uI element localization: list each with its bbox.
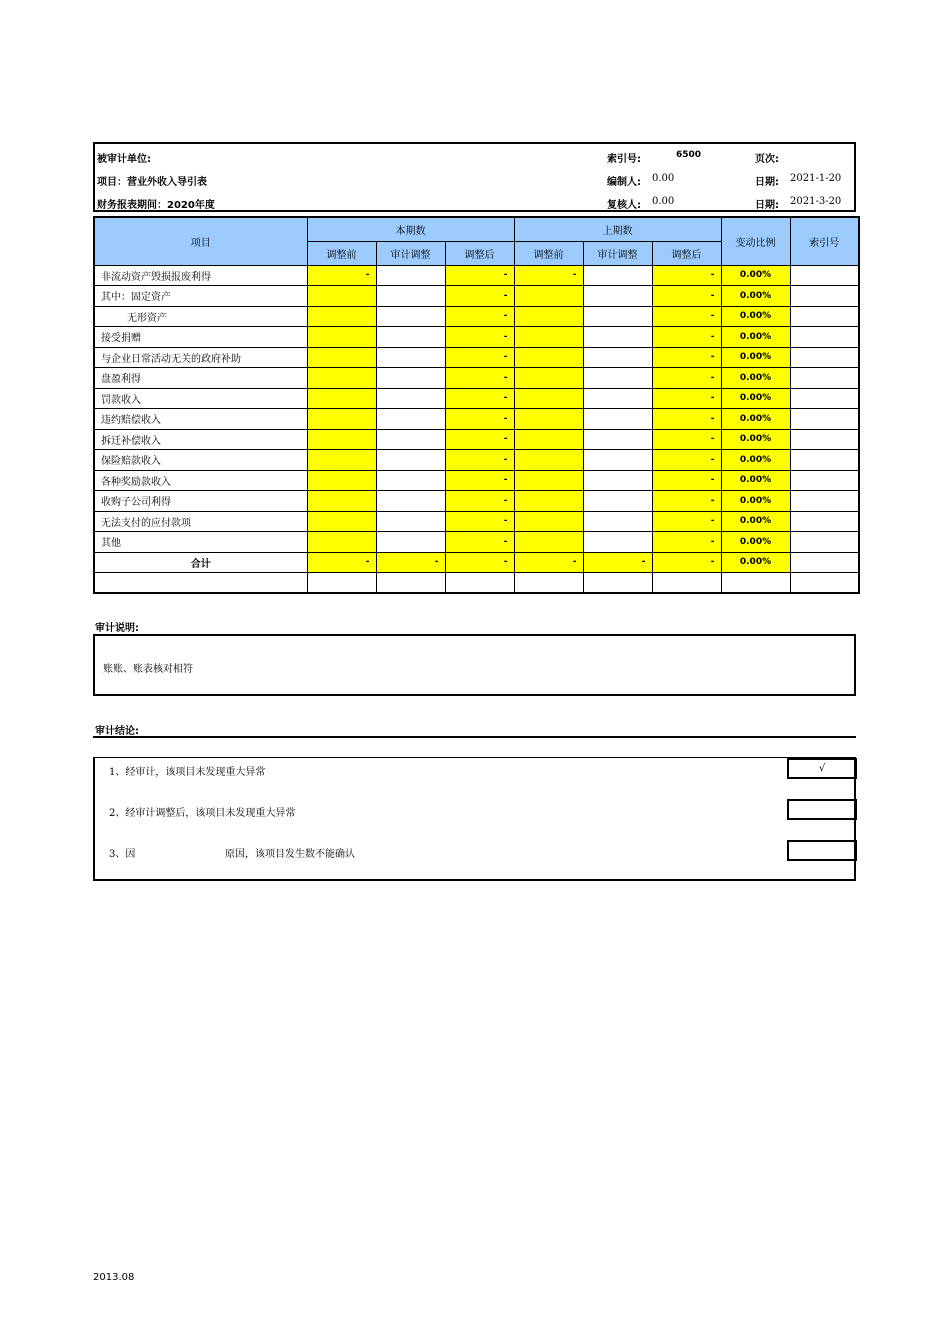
- cell-c-after[interactable]: -: [445, 306, 514, 327]
- cell-c-adj[interactable]: [376, 511, 445, 532]
- col-header-current-adjust: 审计调整: [376, 241, 445, 265]
- conclusion-line-3-suffix: 原因，该项目发生数不能确认: [225, 849, 355, 860]
- cell-p-after[interactable]: -: [652, 368, 721, 389]
- cell-p-adj[interactable]: [583, 347, 652, 368]
- col-group-prior: 上期数: [514, 217, 721, 241]
- date-label-prepared: 日期:: [755, 177, 779, 188]
- table-row: [94, 347, 859, 368]
- cell-c-before[interactable]: [307, 306, 376, 327]
- empty-row: [94, 573, 859, 594]
- date-value-prepared: 2021-1-20: [790, 173, 842, 184]
- cell-c-after[interactable]: -: [445, 532, 514, 553]
- conclusion-checkbox-1[interactable]: √: [787, 758, 857, 779]
- table-row: [94, 470, 859, 491]
- cell-p-before[interactable]: [514, 368, 583, 389]
- empty-cell: [721, 573, 790, 594]
- empty-cell: [94, 573, 307, 594]
- cell-p-after[interactable]: -: [652, 532, 721, 553]
- col-header-current-before: 调整前: [307, 241, 376, 265]
- col-header-prior-adjust: 审计调整: [583, 241, 652, 265]
- row-label: 其中：固定资产: [94, 286, 307, 307]
- conclusion-checkbox-3[interactable]: [787, 840, 857, 861]
- cell-p-after[interactable]: -: [652, 552, 721, 573]
- period-label: 财务报表期间：2020年度: [97, 200, 215, 211]
- cell-c-adj[interactable]: [376, 327, 445, 348]
- cell-change-ratio: 0.00%: [721, 306, 790, 327]
- cell-p-adj[interactable]: [583, 491, 652, 512]
- conclusion-line-1: 1、经审计，该项目未发现重大异常: [109, 767, 266, 778]
- conclusion-line-2: 2、经审计调整后，该项目未发现重大异常: [109, 808, 296, 819]
- cell-p-adj[interactable]: [583, 532, 652, 553]
- row-label: 其他: [94, 532, 307, 553]
- table-row: [94, 327, 859, 348]
- cell-p-before[interactable]: [514, 327, 583, 348]
- cell-change-ratio: 0.00%: [721, 532, 790, 553]
- cell-change-ratio: 0.00%: [721, 286, 790, 307]
- empty-cell: [790, 573, 859, 594]
- audited-unit-label: 被审计单位:: [97, 154, 151, 165]
- cell-index[interactable]: [790, 306, 859, 327]
- cell-c-adj[interactable]: [376, 429, 445, 450]
- cell-index[interactable]: [790, 491, 859, 512]
- cell-change-ratio: 0.00%: [721, 450, 790, 471]
- total-row-label: 合计: [94, 552, 307, 573]
- col-header-item: 项目: [94, 217, 307, 265]
- col-header-change: 变动比例: [721, 217, 790, 265]
- cell-p-before[interactable]: -: [514, 552, 583, 573]
- cell-p-before[interactable]: -: [514, 265, 583, 286]
- cell-c-after[interactable]: -: [445, 388, 514, 409]
- cell-c-adj[interactable]: [376, 388, 445, 409]
- cell-p-adj[interactable]: [583, 511, 652, 532]
- cell-c-adj[interactable]: -: [376, 552, 445, 573]
- row-label: 拆迁补偿收入: [94, 429, 307, 450]
- cell-index[interactable]: [790, 388, 859, 409]
- cell-p-after[interactable]: -: [652, 327, 721, 348]
- cell-index[interactable]: [790, 470, 859, 491]
- cell-p-adj[interactable]: [583, 429, 652, 450]
- cell-p-before[interactable]: [514, 532, 583, 553]
- table-row: [94, 491, 859, 512]
- index-no-label: 索引号:: [607, 154, 641, 165]
- row-label: 非流动资产毁损报废利得: [94, 265, 307, 286]
- cell-p-after[interactable]: -: [652, 450, 721, 471]
- cell-p-after[interactable]: -: [652, 286, 721, 307]
- cell-p-before[interactable]: [514, 409, 583, 430]
- table-row: [94, 450, 859, 471]
- col-header-current-after: 调整后: [445, 241, 514, 265]
- cell-change-ratio: 0.00%: [721, 511, 790, 532]
- cell-c-before[interactable]: -: [307, 265, 376, 286]
- cell-c-before[interactable]: [307, 286, 376, 307]
- cell-index[interactable]: [790, 347, 859, 368]
- cell-index[interactable]: [790, 409, 859, 430]
- cell-index[interactable]: [790, 286, 859, 307]
- cell-p-after[interactable]: -: [652, 470, 721, 491]
- cell-change-ratio: 0.00%: [721, 265, 790, 286]
- cell-p-before[interactable]: [514, 470, 583, 491]
- cell-c-adj[interactable]: [376, 286, 445, 307]
- empty-cell: [514, 573, 583, 594]
- table-row: [94, 388, 859, 409]
- cell-c-before[interactable]: [307, 470, 376, 491]
- cell-c-after[interactable]: -: [445, 511, 514, 532]
- table-row: [94, 306, 859, 327]
- cell-index[interactable]: [790, 511, 859, 532]
- cell-change-ratio: 0.00%: [721, 388, 790, 409]
- cell-p-adj[interactable]: [583, 306, 652, 327]
- cell-p-adj[interactable]: [583, 409, 652, 430]
- cell-c-after[interactable]: -: [445, 347, 514, 368]
- cell-p-before[interactable]: [514, 511, 583, 532]
- cell-change-ratio: 0.00%: [721, 409, 790, 430]
- cell-p-after[interactable]: -: [652, 347, 721, 368]
- cell-c-before[interactable]: [307, 368, 376, 389]
- cell-c-adj[interactable]: [376, 265, 445, 286]
- cell-p-after[interactable]: -: [652, 388, 721, 409]
- cell-c-adj[interactable]: [376, 306, 445, 327]
- cell-c-adj[interactable]: [376, 409, 445, 430]
- page-no-label: 页次:: [755, 154, 779, 165]
- cell-index[interactable]: [790, 265, 859, 286]
- preparer-value: 0.00: [652, 173, 675, 184]
- row-label: 保险赔款收入: [94, 450, 307, 471]
- empty-cell: [652, 573, 721, 594]
- cell-c-after[interactable]: -: [445, 368, 514, 389]
- cell-c-before[interactable]: [307, 347, 376, 368]
- cell-c-after[interactable]: -: [445, 265, 514, 286]
- notes-box: [93, 634, 856, 696]
- conclusion-title: 审计结论:: [95, 726, 139, 737]
- cell-p-before[interactable]: [514, 429, 583, 450]
- cell-p-adj[interactable]: -: [583, 552, 652, 573]
- cell-p-before[interactable]: [514, 491, 583, 512]
- cell-index[interactable]: [790, 532, 859, 553]
- preparer-label: 编制人:: [607, 177, 641, 188]
- empty-cell: [583, 573, 652, 594]
- table-row: [94, 368, 859, 389]
- row-label: 盘盈利得: [94, 368, 307, 389]
- conclusion-line-3-prefix: 3、因: [109, 849, 136, 860]
- cell-change-ratio: 0.00%: [721, 429, 790, 450]
- cell-c-before[interactable]: [307, 511, 376, 532]
- conclusion-box: [93, 757, 856, 881]
- cell-index[interactable]: [790, 327, 859, 348]
- cell-p-adj[interactable]: [583, 327, 652, 348]
- cell-c-before[interactable]: -: [307, 552, 376, 573]
- col-header-prior-after: 调整后: [652, 241, 721, 265]
- cell-c-after[interactable]: -: [445, 450, 514, 471]
- cell-c-adj[interactable]: [376, 491, 445, 512]
- date-label-reviewed: 日期:: [755, 200, 779, 211]
- cell-p-after[interactable]: -: [652, 306, 721, 327]
- table-row: [94, 429, 859, 450]
- cell-p-after[interactable]: -: [652, 409, 721, 430]
- cell-index[interactable]: [790, 450, 859, 471]
- row-label: 违约赔偿收入: [94, 409, 307, 430]
- cell-c-before[interactable]: [307, 450, 376, 471]
- cell-c-after[interactable]: -: [445, 552, 514, 573]
- cell-change-ratio: 0.00%: [721, 368, 790, 389]
- table-row: [94, 409, 859, 430]
- cell-c-after[interactable]: -: [445, 470, 514, 491]
- empty-cell: [376, 573, 445, 594]
- reviewer-label: 复核人:: [607, 200, 641, 211]
- cell-c-after[interactable]: -: [445, 491, 514, 512]
- col-header-index: 索引号: [790, 217, 859, 265]
- cell-p-after[interactable]: -: [652, 491, 721, 512]
- cell-p-before[interactable]: [514, 306, 583, 327]
- table-body: [94, 265, 859, 593]
- cell-change-ratio: 0.00%: [721, 347, 790, 368]
- cell-change-ratio: 0.00%: [721, 491, 790, 512]
- cell-p-before[interactable]: [514, 450, 583, 471]
- conclusion-divider: [93, 736, 856, 738]
- cell-c-after[interactable]: -: [445, 409, 514, 430]
- cell-p-before[interactable]: [514, 388, 583, 409]
- project-label: 项目：营业外收入导引表: [97, 177, 207, 188]
- cell-index[interactable]: [790, 368, 859, 389]
- row-label: 罚款收入: [94, 388, 307, 409]
- cell-p-adj[interactable]: [583, 368, 652, 389]
- empty-cell: [307, 573, 376, 594]
- cell-p-after[interactable]: -: [652, 265, 721, 286]
- table-row: [94, 552, 859, 573]
- cell-p-after[interactable]: -: [652, 511, 721, 532]
- cell-p-adj[interactable]: [583, 470, 652, 491]
- cell-p-adj[interactable]: [583, 286, 652, 307]
- table-row: [94, 532, 859, 553]
- cell-p-adj[interactable]: [583, 388, 652, 409]
- cell-change-ratio: 0.00%: [721, 552, 790, 573]
- cell-c-before[interactable]: [307, 327, 376, 348]
- income-guide-table: [93, 216, 860, 594]
- table-row: [94, 286, 859, 307]
- row-label: 收购子公司利得: [94, 491, 307, 512]
- cell-index[interactable]: [790, 552, 859, 573]
- cell-c-after[interactable]: -: [445, 286, 514, 307]
- reviewer-value: 0.00: [652, 196, 675, 207]
- cell-c-adj[interactable]: [376, 532, 445, 553]
- cell-c-before[interactable]: [307, 409, 376, 430]
- cell-c-before[interactable]: [307, 429, 376, 450]
- row-label: 接受捐赠: [94, 327, 307, 348]
- cell-c-adj[interactable]: [376, 470, 445, 491]
- date-value-reviewed: 2021-3-20: [790, 196, 842, 207]
- cell-p-after[interactable]: -: [652, 429, 721, 450]
- col-group-current: 本期数: [307, 217, 514, 241]
- cell-c-adj[interactable]: [376, 368, 445, 389]
- cell-c-before[interactable]: [307, 491, 376, 512]
- row-label: 无法支付的应付款项: [94, 511, 307, 532]
- cell-c-adj[interactable]: [376, 347, 445, 368]
- notes-title: 审计说明:: [95, 623, 139, 634]
- table-row: [94, 265, 859, 286]
- cell-index[interactable]: [790, 429, 859, 450]
- cell-c-after[interactable]: -: [445, 429, 514, 450]
- row-label: 无形资产: [94, 306, 307, 327]
- cell-p-before[interactable]: [514, 347, 583, 368]
- notes-text: 账账、账表核对相符: [103, 664, 193, 675]
- row-label: 各种奖励款收入: [94, 470, 307, 491]
- cell-c-before[interactable]: [307, 388, 376, 409]
- row-label: 与企业日常活动无关的政府补助: [94, 347, 307, 368]
- index-no-value: 6500: [676, 150, 702, 160]
- conclusion-checkbox-2[interactable]: [787, 799, 857, 820]
- table-row: [94, 511, 859, 532]
- version-footer: 2013.08: [93, 1272, 135, 1283]
- cell-change-ratio: 0.00%: [721, 327, 790, 348]
- cell-c-after[interactable]: -: [445, 327, 514, 348]
- cell-c-before[interactable]: [307, 532, 376, 553]
- col-header-prior-before: 调整前: [514, 241, 583, 265]
- empty-cell: [445, 573, 514, 594]
- cell-p-adj[interactable]: [583, 265, 652, 286]
- cell-change-ratio: 0.00%: [721, 470, 790, 491]
- cell-p-adj[interactable]: [583, 450, 652, 471]
- cell-c-adj[interactable]: [376, 450, 445, 471]
- header-info-box: [93, 142, 856, 212]
- cell-p-before[interactable]: [514, 286, 583, 307]
